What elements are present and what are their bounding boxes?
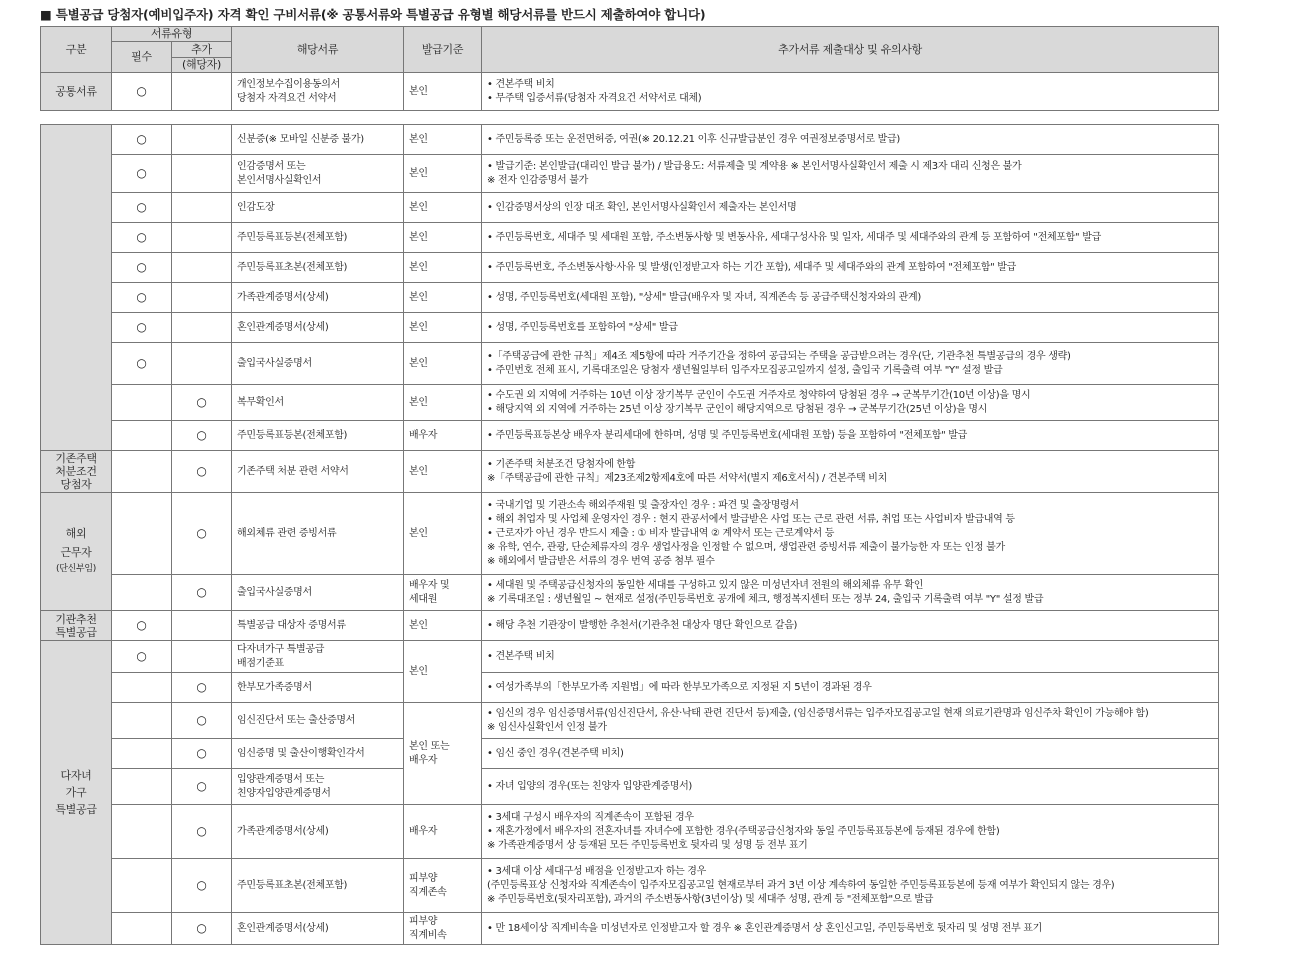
issuer-cell: 본인 — [404, 193, 482, 223]
document-cell: 주민등록표등본(전체포함) — [232, 223, 404, 253]
issuer-cell: 본인 — [404, 283, 482, 313]
table-row — [41, 223, 1219, 253]
required-mark: ○ — [112, 223, 172, 253]
header-issuer: 발급기준 — [404, 27, 482, 73]
header-additional-note: (해당자) — [172, 58, 232, 73]
notes-cell: • 만 18세이상 직계비속을 미성년자로 인정받고자 할 경우 ※ 혼인관계증명서 상 혼인신고일, 주민등록번호 뒷자리 및 성명 전부 표기 — [482, 913, 1219, 945]
table-row — [41, 253, 1219, 283]
notes-cell: • 주민등록번호, 주소변동사항·사유 및 발생(인정받고자 하는 기간 포함), 세대주 및 세대주와의 관계 포함하여 "전체포함" 발급 — [482, 253, 1219, 283]
notes-cell: •「주택공급에 관한 규칙」제4조 제5항에 따라 거주기간을 정하여 공급되는 주택을 공급받으려는 경우(단, 기관추천 특별공급의 경우 생략) • 주민번호 전체 표시, 기록대조일은 당첨자 생년월일부터 입주자모집공고일까지 설정, 출입국 기록출력 여부 "Y" 설정 발급 — [482, 343, 1219, 385]
document-cell: 한부모가족증명서 — [232, 673, 404, 703]
common-row — [41, 73, 1219, 111]
required-mark — [112, 673, 172, 703]
notes-cell: • 임신 중인 경우(견본주택 비치) — [482, 739, 1219, 769]
table-row — [41, 421, 1219, 451]
issuer-cell: 배우자 및 세대원 — [404, 575, 482, 611]
issuer-cell: 본인 — [404, 125, 482, 155]
document-cell: 특별공급 대상자 증명서류 — [232, 611, 404, 641]
document-cell: 혼인관계증명서(상세) — [232, 913, 404, 945]
required-mark — [112, 421, 172, 451]
required-mark — [112, 769, 172, 805]
additional-mark: ○ — [172, 859, 232, 913]
special-supply-documents-table — [40, 124, 1219, 945]
issuer-cell: 본인 — [404, 611, 482, 641]
common-documents-table — [40, 26, 1219, 111]
issuer-cell: 본인 — [404, 451, 482, 493]
notes-cell: • 세대원 및 주택공급신청자의 동일한 세대를 구성하고 있지 않은 미성년자녀 전원의 해외체류 유무 확인 ※ 기록대조일 : 생년월일 ~ 현재로 설정(주민등록번호 공개에 체크, 행정복지센터 또는 정부 24, 출입국 기록출력 여부 "Y" 설정 발급 — [482, 575, 1219, 611]
notes-cell: • 자녀 입양의 경우(또는 친양자 입양관계증명서) — [482, 769, 1219, 805]
table-row — [41, 859, 1219, 913]
notes-cell: • 주민등록표등본상 배우자 분리세대에 한하며, 성명 및 주민등록번호(세대원 포함) 등을 포함하여 "전체포함" 발급 — [482, 421, 1219, 451]
additional-mark — [172, 343, 232, 385]
issuer-cell: 배우자 — [404, 421, 482, 451]
additional-mark — [172, 611, 232, 641]
document-cell: 출입국사실증명서 — [232, 575, 404, 611]
category-existing-house: 기존주택 처분조건 당첨자 — [41, 451, 112, 493]
issuer-cell: 피부양 직계존속 — [404, 859, 482, 913]
header-document: 해당서류 — [232, 27, 404, 73]
additional-mark: ○ — [172, 451, 232, 493]
required-mark — [112, 805, 172, 859]
document-cell: 다자녀가구 특별공급 배점기준표 — [232, 641, 404, 673]
additional-mark: ○ — [172, 805, 232, 859]
additional-mark: ○ — [172, 421, 232, 451]
header-required: 필수 — [112, 42, 172, 73]
issuer-cell: 본인 — [404, 73, 482, 111]
table-row — [41, 125, 1219, 155]
table-row — [41, 703, 1219, 739]
additional-mark: ○ — [172, 673, 232, 703]
required-mark — [112, 859, 172, 913]
issuer-cell: 본인 — [404, 641, 482, 703]
required-mark — [112, 739, 172, 769]
required-mark: ○ — [112, 125, 172, 155]
issuer-cell: 본인 — [404, 155, 482, 193]
table-row — [41, 193, 1219, 223]
document-cell: 혼인관계증명서(상세) — [232, 313, 404, 343]
required-mark — [112, 703, 172, 739]
notes-cell: • 주민등록번호, 세대주 및 세대원 포함, 주소변동사항 및 변동사유, 세대구성사유 및 일자, 세대주 및 세대주와의 관계 등 포함하여 "전체포함" 발급 — [482, 223, 1219, 253]
document-cell: 해외체류 관련 증빙서류 — [232, 493, 404, 575]
additional-mark — [172, 313, 232, 343]
additional-mark — [172, 155, 232, 193]
required-mark: ○ — [112, 313, 172, 343]
additional-mark: ○ — [172, 493, 232, 575]
document-cell: 신분증(※ 모바일 신분증 불가) — [232, 125, 404, 155]
page-title: ■ 특별공급 당첨자(예비입주자) 자격 확인 구비서류(※ 공통서류와 특별공급 유형별 해당서류를 반드시 제출하여야 합니다) — [40, 7, 706, 22]
table-row — [41, 769, 1219, 805]
notes-cell: • 3세대 구성시 배우자의 직계존속이 포함된 경우 • 재혼가정에서 배우자의 전혼자녀를 자녀수에 포함한 경우(주택공급신청자와 동일 주민등록표등본에 등재된 경우에 한함) ※ 가족관계증명서 상 등재된 모든 주민등록번호 뒷자리 및 성명 등 전부 표기 — [482, 805, 1219, 859]
required-mark — [112, 575, 172, 611]
table-row — [41, 155, 1219, 193]
required-mark: ○ — [112, 283, 172, 313]
document-cell: 주민등록표초본(전체포함) — [232, 253, 404, 283]
table-row — [41, 739, 1219, 769]
issuer-cell: 본인 — [404, 223, 482, 253]
notes-cell: • 국내기업 및 기관소속 해외주재원 및 출장자인 경우 : 파견 및 출장명령서 • 해외 취업자 및 사업체 운영자인 경우 : 현지 관공서에서 발급받은 사업 또는 근로 관련 서류, 취업 또는 사업비자 발급내역 등 • 근로자가 아닌 경우 반드시 제출 : ① 비자 발급내역 ② 계약서 또는 근로계약서 등 ※ 유학, 연수, 관광, 단순체류자의 경우 생업사정을 인정할 수 없으며, 생업관련 증빙서류 제출이 불가능한 자 또는 인정 불가 ※ 해외에서 발급받은 서류의 경우 번역 공증 첨부 필수 — [482, 493, 1219, 575]
table-row — [41, 805, 1219, 859]
document-cell: 임신증명 및 출산이행확인각서 — [232, 739, 404, 769]
required-mark: ○ — [112, 611, 172, 641]
notes-cell: • 견본주택 비치 • 무주택 입증서류(당첨자 자격요건 서약서로 대체) — [482, 73, 1219, 111]
basic-category-cell — [41, 125, 112, 451]
additional-mark — [172, 73, 232, 111]
issuer-cell: 본인 — [404, 313, 482, 343]
document-cell: 주민등록표초본(전체포함) — [232, 859, 404, 913]
category-institution-recommended: 기관추천 특별공급 — [41, 611, 112, 641]
common-category: 공통서류 — [41, 73, 112, 111]
issuer-cell: 본인 — [404, 253, 482, 283]
notes-cell: • 3세대 이상 세대구성 배점을 인정받고자 하는 경우 (주민등록표상 신청자와 직계존속이 입주자모집공고일 현재로부터 과거 3년 이상 계속하여 동일한 주민등록표등본에 등재 여부가 확인되지 않는 경우) ※ 주민등록번호(뒷자리포함), 과거의 주소변동사항(3년이상) 및 세대주 성명, 관계 등 "전체포함"으로 발급 — [482, 859, 1219, 913]
issuer-cell: 본인 — [404, 343, 482, 385]
notes-cell: • 주민등록증 또는 운전면허증, 여권(※ 20.12.21 이후 신규발급분인 경우 여권정보증명서로 발급) — [482, 125, 1219, 155]
category-overseas-worker: 해외 근무자 (단신부임) — [41, 493, 112, 611]
document-cell: 출입국사실증명서 — [232, 343, 404, 385]
notes-cell: • 임신의 경우 임신증명서류(임신진단서, 유산·낙태 관련 진단서 등)제출, (임신증명서류는 입주자모집공고일 현재 의료기관명과 임신주차 확인이 가능해야 함) ※ 임신사실확인서 인정 불가 — [482, 703, 1219, 739]
required-mark: ○ — [112, 155, 172, 193]
table-row — [41, 313, 1219, 343]
additional-mark: ○ — [172, 575, 232, 611]
required-mark — [112, 493, 172, 575]
issuer-cell: 본인 — [404, 493, 482, 575]
table-row — [41, 611, 1219, 641]
issuer-cell: 본인 또는 배우자 — [404, 703, 482, 805]
notes-cell: • 성명, 주민등록번호(세대원 포함), "상세" 발급(배우자 및 자녀, 직계존속 등 공급주택신청자와의 관계) — [482, 283, 1219, 313]
additional-mark — [172, 641, 232, 673]
category-multi-child: 다자녀 가구 특별공급 — [41, 641, 112, 945]
additional-mark: ○ — [172, 739, 232, 769]
notes-cell: • 인감증명서상의 인장 대조 확인, 본인서명사실확인서 제출자는 본인서명 — [482, 193, 1219, 223]
notes-cell: • 해당 추천 기관장이 발행한 추천서(기관추천 대상자 명단 확인으로 갈음) — [482, 611, 1219, 641]
additional-mark — [172, 253, 232, 283]
required-mark: ○ — [112, 641, 172, 673]
header-category: 구분 — [41, 27, 112, 73]
issuer-cell: 본인 — [404, 385, 482, 421]
table-row — [41, 493, 1219, 575]
additional-mark — [172, 125, 232, 155]
notes-cell: • 발급기준: 본인발급(대리인 발급 불가) / 발급용도: 서류제출 및 계약용 ※ 본인서명사실확인서 제출 시 제3자 대리 신청은 불가 ※ 전자 인감증명서 불가 — [482, 155, 1219, 193]
document-cell: 가족관계증명서(상세) — [232, 805, 404, 859]
document-cell: 임신진단서 또는 출산증명서 — [232, 703, 404, 739]
header-additional: 추가 — [172, 42, 232, 58]
document-cell: 주민등록표등본(전체포함) — [232, 421, 404, 451]
header-doc-type: 서류유형 — [112, 27, 232, 42]
table-row — [41, 913, 1219, 945]
additional-mark — [172, 193, 232, 223]
required-mark — [112, 451, 172, 493]
required-mark — [112, 385, 172, 421]
document-cell: 개인정보수집이용동의서 당첨자 자격요건 서약서 — [232, 73, 404, 111]
required-mark: ○ — [112, 343, 172, 385]
notes-cell: • 기존주택 처분조건 당첨자에 한함 ※「주택공급에 관한 규칙」제23조제2항제4호에 따른 서약서(별지 제6호서식) / 견본주택 비치 — [482, 451, 1219, 493]
additional-mark: ○ — [172, 703, 232, 739]
additional-mark: ○ — [172, 769, 232, 805]
additional-mark: ○ — [172, 913, 232, 945]
table-row — [41, 575, 1219, 611]
document-cell: 인감증명서 또는 본인서명사실확인서 — [232, 155, 404, 193]
notes-cell: • 견본주택 비치 — [482, 641, 1219, 673]
issuer-cell: 배우자 — [404, 805, 482, 859]
table-row — [41, 385, 1219, 421]
document-cell: 복무확인서 — [232, 385, 404, 421]
table-row — [41, 451, 1219, 493]
notes-cell: • 여성가족부의「한부모가족 지원법」에 따라 한부모가족으로 지정된 지 5년이 경과된 경우 — [482, 673, 1219, 703]
additional-mark — [172, 283, 232, 313]
required-mark — [112, 913, 172, 945]
notes-cell: • 성명, 주민등록번호를 포함하여 "상세" 발급 — [482, 313, 1219, 343]
document-cell: 입양관계증명서 또는 친양자입양관계증명서 — [232, 769, 404, 805]
required-mark: ○ — [112, 253, 172, 283]
table-row — [41, 673, 1219, 703]
document-cell: 인감도장 — [232, 193, 404, 223]
additional-mark — [172, 223, 232, 253]
header-row-1 — [41, 27, 1219, 42]
additional-mark: ○ — [172, 385, 232, 421]
table-row — [41, 343, 1219, 385]
required-mark: ○ — [112, 193, 172, 223]
document-cell: 가족관계증명서(상세) — [232, 283, 404, 313]
document-cell: 기존주택 처분 관련 서약서 — [232, 451, 404, 493]
table-row — [41, 641, 1219, 673]
table-row — [41, 283, 1219, 313]
notes-cell: • 수도권 외 지역에 거주하는 10년 이상 장기복무 군인이 수도권 거주자로 청약하여 당첨된 경우 → 군복무기간(10년 이상)을 명시 • 해당지역 외 지역에 거주하는 25년 이상 장기복무 군인이 해당지역으로 당첨된 경우 → 군복무기간(25년 이상)을 명시 — [482, 385, 1219, 421]
issuer-cell: 피부양 직계비속 — [404, 913, 482, 945]
required-mark: ○ — [112, 73, 172, 111]
header-notes: 추가서류 제출대상 및 유의사항 — [482, 27, 1219, 73]
